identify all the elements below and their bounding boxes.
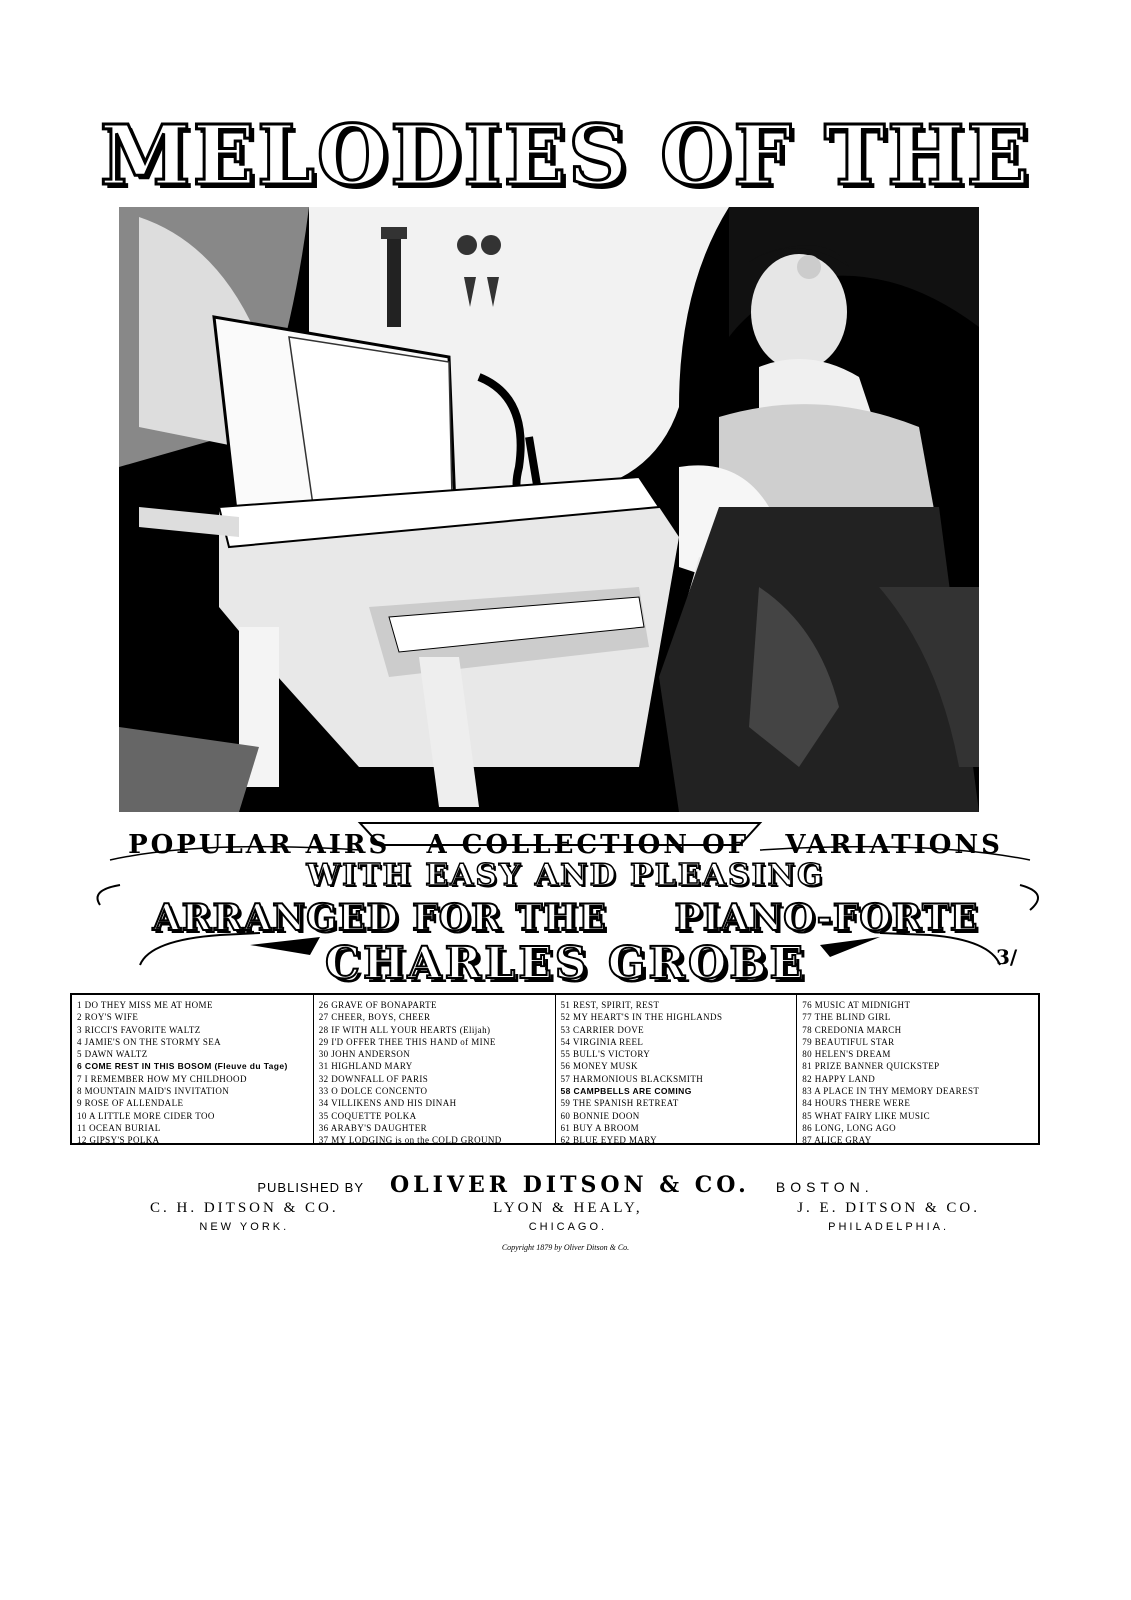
song-number: 76: [802, 1000, 813, 1010]
subtitle-variations: VARIATIONS: [785, 830, 1003, 860]
song-entry: [319, 1060, 555, 1072]
subtitle-a-collection-of: A COLLECTION OF: [426, 830, 750, 860]
song-title: BLUE EYED MARY: [572, 1135, 658, 1143]
song-entry: [77, 1036, 313, 1048]
song-entry: [802, 1110, 1038, 1122]
song-entry: [561, 1110, 797, 1122]
song-title: JOHN ANDERSON: [331, 1049, 411, 1060]
song-entry: [77, 1085, 313, 1097]
song-title: OCEAN BURIAL: [89, 1122, 161, 1133]
song-number: 57: [560, 1073, 571, 1084]
publisher-city: BOSTON.: [775, 1179, 874, 1195]
song-entry: [561, 1060, 797, 1072]
song-entry: [319, 999, 555, 1011]
song-entry: [802, 1036, 1038, 1048]
agent-name: C. H. DITSON & CO.: [150, 1200, 339, 1216]
song-entry: [561, 1134, 797, 1143]
song-title: ROSE OF ALLENDALE: [84, 1098, 184, 1109]
contents-column: [314, 995, 556, 1143]
song-number: 27: [318, 1012, 329, 1023]
song-number: 84: [802, 1098, 813, 1109]
song-title: HARMONIOUS BLACKSMITH: [572, 1073, 704, 1084]
song-title: O DOLCE CONCENTO: [331, 1086, 428, 1097]
song-number: 85: [802, 1110, 813, 1121]
song-number: 59: [560, 1098, 571, 1109]
agent-city: PHILADELPHIA.: [828, 1221, 950, 1233]
song-title: HAPPY LAND: [814, 1073, 876, 1084]
song-number: 12: [77, 1135, 87, 1143]
song-title: IF WITH ALL YOUR HEARTS (Elijah): [331, 1024, 491, 1035]
song-number: 81: [802, 1061, 813, 1072]
song-entry: [802, 1122, 1038, 1134]
song-entry: [77, 1122, 313, 1134]
song-title: JAMIE'S ON THE STORMY SEA: [84, 1036, 222, 1047]
song-entry: [319, 1122, 555, 1134]
song-entry: [802, 1060, 1038, 1072]
song-title: DO THEY MISS ME AT HOME: [84, 1000, 213, 1010]
song-entry: [561, 1011, 797, 1023]
contents-column: [72, 995, 314, 1143]
song-number: 30: [318, 1049, 329, 1060]
song-entry: [319, 1085, 555, 1097]
song-number: 8: [77, 1086, 82, 1097]
song-number: 82: [802, 1073, 813, 1084]
published-by-label: PUBLISHED BY: [257, 1180, 365, 1195]
song-entry: [802, 1011, 1038, 1023]
song-title: REST, SPIRIT, REST: [572, 1000, 660, 1010]
song-title: A LITTLE MORE CIDER TOO: [88, 1110, 215, 1121]
contents-column: [797, 995, 1038, 1143]
song-number: 80: [802, 1049, 813, 1060]
song-number: 53: [560, 1024, 571, 1035]
price-mark: 3/: [996, 945, 1018, 969]
song-title: CREDONIA MARCH: [814, 1024, 902, 1035]
agent-philadelphia: [797, 1200, 980, 1233]
song-number: 1: [77, 1000, 82, 1010]
song-title: MUSIC AT MIDNIGHT: [814, 1000, 911, 1010]
song-number: 5: [77, 1049, 82, 1060]
song-entry: [77, 1060, 313, 1072]
song-title: DOWNFALL OF PARIS: [331, 1073, 429, 1084]
song-entry: [802, 1134, 1038, 1143]
song-number: 52: [560, 1012, 571, 1023]
song-number: 37: [318, 1135, 329, 1143]
song-title: COME REST IN THIS BOSOM (Fleuve du Tage): [84, 1061, 288, 1072]
song-title: A PLACE IN THY MEMORY DEAREST: [814, 1086, 980, 1097]
song-number: 10: [77, 1110, 87, 1121]
publisher-name: OLIVER DITSON & CO.: [390, 1172, 750, 1198]
song-title: I'D OFFER THEE THIS HAND of MINE: [331, 1036, 496, 1047]
song-entry: [802, 1048, 1038, 1060]
song-entry: [319, 1036, 555, 1048]
song-entry: [319, 1134, 555, 1143]
subtitle-line-3: [0, 897, 1131, 939]
song-number: 83: [802, 1086, 813, 1097]
song-entry: [802, 1073, 1038, 1085]
song-entry: [319, 1097, 555, 1109]
song-entry: [561, 999, 797, 1011]
song-title: BUY A BROOM: [572, 1122, 640, 1133]
song-entry: [561, 1122, 797, 1134]
subtitle-line-1: [0, 830, 1131, 860]
song-title: CAMPBELLS ARE COMING: [573, 1086, 692, 1097]
song-title: MONEY MUSK: [572, 1061, 638, 1072]
song-entry: [319, 1110, 555, 1122]
song-number: 11: [77, 1122, 87, 1133]
song-entry: [561, 1048, 797, 1060]
song-title: BULL'S VICTORY: [572, 1049, 651, 1060]
agent-name: J. E. DITSON & CO.: [797, 1200, 980, 1216]
song-entry: [802, 1097, 1038, 1109]
song-number: 51: [560, 1000, 571, 1010]
agents-row: [150, 1200, 980, 1233]
song-title: THE SPANISH RETREAT: [572, 1098, 679, 1109]
song-title: THE BLIND GIRL: [814, 1012, 891, 1023]
song-number: 79: [802, 1036, 813, 1047]
song-title: BONNIE DOON: [572, 1110, 640, 1121]
copyright-notice: Copyright 1879 by Oliver Ditson & Co.: [501, 1243, 630, 1252]
publisher-line: [0, 1172, 1131, 1198]
contents-column: [556, 995, 798, 1143]
song-title: CHEER, BOYS, CHEER: [331, 1012, 431, 1023]
song-entry: [561, 1085, 797, 1097]
song-entry: [802, 1024, 1038, 1036]
song-number: 55: [560, 1049, 571, 1060]
subtitle-with-easy-and-pleasing: WITH EASY AND PLEASING: [306, 858, 825, 893]
song-title: HOURS THERE WERE: [814, 1098, 911, 1109]
song-number: 26: [318, 1000, 329, 1010]
song-entry: [77, 1097, 313, 1109]
song-number: 32: [318, 1073, 329, 1084]
song-title: HIGHLAND MARY: [331, 1061, 413, 1072]
song-title: GIPSY'S POLKA: [89, 1135, 160, 1143]
agent-city: NEW YORK.: [199, 1221, 290, 1233]
song-title: WHAT FAIRY LIKE MUSIC: [814, 1110, 931, 1121]
song-title: COQUETTE POLKA: [331, 1110, 417, 1121]
song-entry: [561, 1097, 797, 1109]
page-title: MELODIES OF THE: [99, 108, 1032, 204]
song-entry: [561, 1036, 797, 1048]
song-title: BEAUTIFUL STAR: [814, 1036, 895, 1047]
song-number: 78: [802, 1024, 813, 1035]
song-number: 6: [77, 1061, 83, 1072]
song-title: MOUNTAIN MAID'S INVITATION: [84, 1086, 230, 1097]
subtitle-piano-forte: PIANO-FORTE: [674, 897, 979, 939]
subtitle-arranged-for-the: ARRANGED FOR THE: [152, 897, 607, 939]
song-title: VILLIKENS AND HIS DINAH: [331, 1098, 457, 1109]
song-number: 56: [560, 1061, 571, 1072]
composer-name: CHARLES GROBE: [324, 938, 807, 989]
contents-table: [70, 993, 1040, 1145]
song-title: HELEN'S DREAM: [814, 1049, 891, 1060]
song-number: 2: [77, 1012, 82, 1023]
song-title: RICCI'S FAVORITE WALTZ: [84, 1024, 201, 1035]
song-entry: [77, 1110, 313, 1122]
song-entry: [561, 1024, 797, 1036]
song-number: 31: [318, 1061, 329, 1072]
song-entry: [319, 1048, 555, 1060]
agent-new-york: [150, 1200, 339, 1233]
song-number: 61: [560, 1122, 571, 1133]
song-number: 77: [802, 1012, 813, 1023]
song-entry: [802, 999, 1038, 1011]
cover-illustration: [119, 207, 979, 812]
song-number: 3: [77, 1024, 82, 1035]
song-entry: [319, 1011, 555, 1023]
song-number: 29: [318, 1036, 329, 1047]
song-number: 87: [802, 1135, 813, 1143]
song-entry: [77, 1011, 313, 1023]
song-number: 4: [77, 1036, 82, 1047]
song-number: 33: [318, 1086, 329, 1097]
song-number: 58: [560, 1086, 571, 1097]
song-title: VIRGINIA REEL: [572, 1036, 644, 1047]
song-title: ROY'S WIFE: [84, 1012, 139, 1023]
song-title: MY LODGING is on the COLD GROUND: [331, 1135, 502, 1143]
song-entry: [561, 1073, 797, 1085]
song-number: 28: [318, 1024, 329, 1035]
song-title: ALICE GRAY: [814, 1135, 872, 1143]
song-number: 34: [318, 1098, 329, 1109]
song-number: 36: [318, 1122, 329, 1133]
agent-chicago: [493, 1200, 642, 1233]
song-entry: [77, 1073, 313, 1085]
song-entry: [77, 1024, 313, 1036]
song-title: MY HEART'S IN THE HIGHLANDS: [572, 1012, 723, 1023]
song-number: 54: [560, 1036, 571, 1047]
song-entry: [77, 1134, 313, 1143]
song-title: LONG, LONG AGO: [814, 1122, 897, 1133]
song-entry: [319, 1024, 555, 1036]
song-title: CARRIER DOVE: [572, 1024, 645, 1035]
song-number: 35: [318, 1110, 329, 1121]
song-number: 86: [802, 1122, 813, 1133]
subtitle-popular-airs: POPULAR AIRS: [128, 830, 391, 860]
song-entry: [77, 1048, 313, 1060]
song-title: DAWN WALTZ: [84, 1049, 148, 1060]
song-title: ARABY'S DAUGHTER: [330, 1122, 427, 1133]
song-number: 7: [77, 1073, 82, 1084]
song-title: GRAVE OF BONAPARTE: [331, 1000, 437, 1010]
song-title: PRIZE BANNER QUICKSTEP: [814, 1061, 940, 1072]
song-entry: [77, 999, 313, 1011]
agent-name: LYON & HEALY,: [493, 1200, 643, 1216]
song-title: I REMEMBER HOW MY CHILDHOOD: [84, 1073, 247, 1084]
song-entry: [319, 1073, 555, 1085]
song-number: 60: [560, 1110, 571, 1121]
song-number: 9: [77, 1098, 82, 1109]
song-entry: [802, 1085, 1038, 1097]
song-number: 62: [560, 1135, 571, 1143]
agent-city: CHICAGO.: [528, 1221, 608, 1233]
